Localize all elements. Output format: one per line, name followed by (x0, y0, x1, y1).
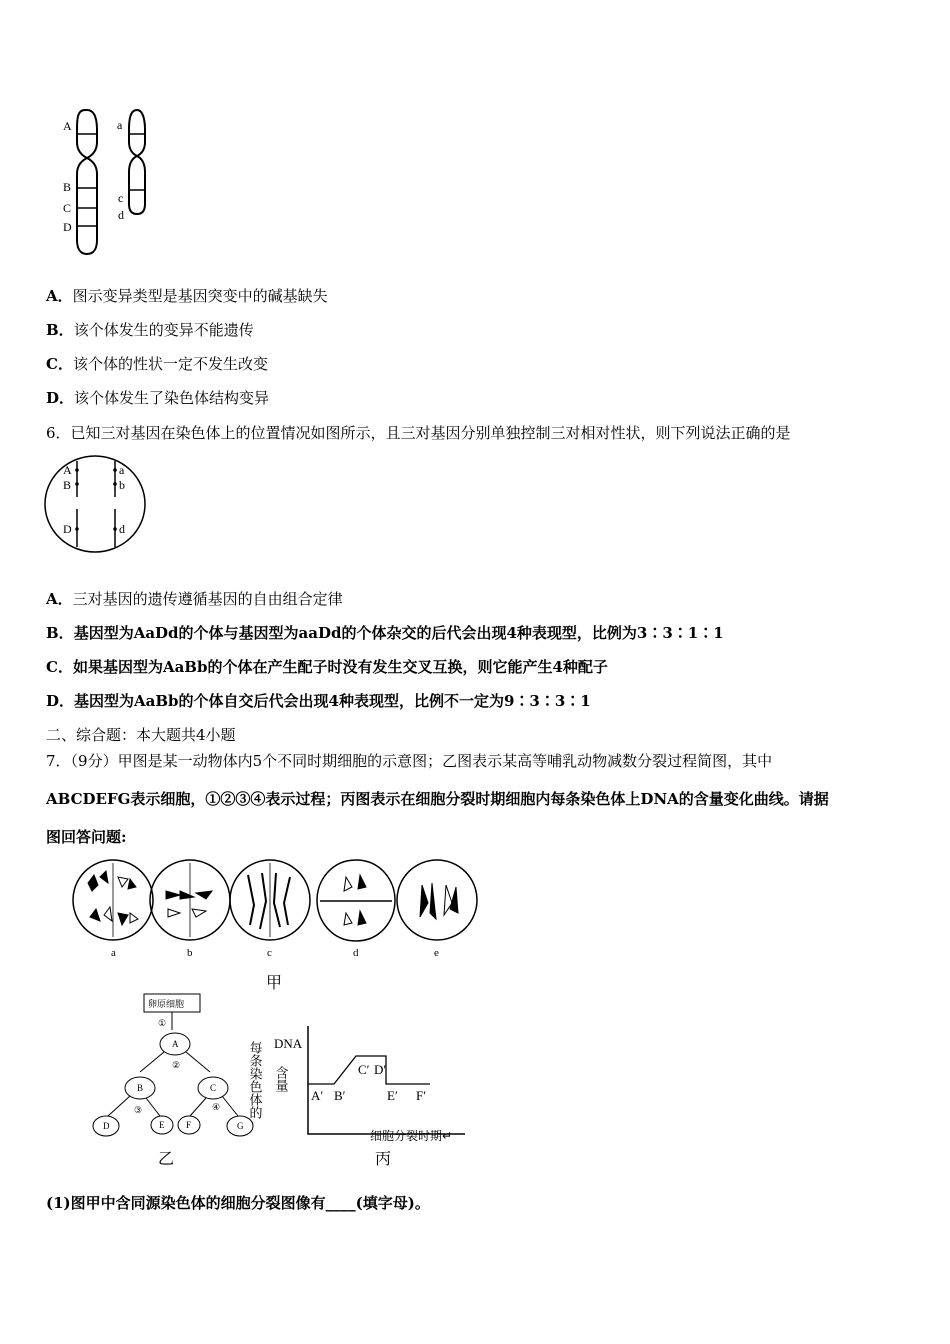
yi-node-label: B (137, 1083, 144, 1093)
fig-yi-tree (88, 992, 258, 1142)
q7-stem-line1: 7．（9分）甲图是某一动物体内5个不同时期细胞的示意图；乙图表示某高等哺乳动物减数分裂过程简图，其中 (46, 752, 773, 770)
fig6-label: B (63, 478, 72, 492)
q5-option-d[interactable]: D．该个体发生了染色体结构变异 (46, 389, 270, 407)
fig5-label: B (63, 180, 72, 194)
yi-step-label: ② (172, 1060, 181, 1070)
bing-point-label: E′ (387, 1088, 398, 1103)
bing-xlabel: 细胞分裂时期↵ (370, 1129, 453, 1143)
q7-subquestion-1: (1)图甲中含同源染色体的细胞分裂图像有____(填字母)。 (46, 1194, 430, 1212)
q6-option-c[interactable]: C．如果基因型为AaBb的个体在产生配子时没有发生交叉互换，则它能产生4种配子 (46, 658, 608, 676)
q5-option-c[interactable]: C．该个体的性状一定不发生改变 (46, 355, 268, 373)
bing-ylabel-sub: 含量 (272, 1066, 288, 1092)
bing-point-label: D′ (374, 1062, 387, 1077)
fig-bing-caption: 丙 (375, 1149, 392, 1168)
q7-stem-line3: 图回答问题: (46, 828, 127, 846)
bing-point-label: B′ (334, 1088, 346, 1103)
jia-cell-label: c (267, 947, 272, 959)
q7-stem-line2: ABCDEFG表示细胞，①②③④表示过程；丙图表示在细胞分裂时期细胞内每条染色体上DNA的含量变化曲线。请据 (46, 790, 829, 808)
fig5-label: C (63, 201, 72, 215)
yi-node-label: C (210, 1083, 217, 1093)
fig5-label: D (63, 220, 72, 234)
bing-point-label: F′ (416, 1088, 427, 1103)
fig-yi-caption: 乙 (158, 1149, 175, 1168)
jia-cell-label: e (434, 947, 439, 959)
bing-ylabel-top: DNA (274, 1036, 303, 1051)
q5-option-b[interactable]: B．该个体发生的变异不能遗传 (46, 321, 254, 339)
bing-point-label: C′ (358, 1062, 370, 1077)
fig5-label: d (118, 208, 124, 222)
fig-jia-caption: 甲 (266, 973, 283, 992)
yi-root-label: 卵原细胞 (148, 999, 185, 1009)
q6-stem: 6．已知三对基因在染色体上的位置情况如图所示，且三对基因分别单独控制三对相对性状，则下列说法正确的是 (46, 424, 791, 442)
yi-step-label: ① (158, 1018, 167, 1028)
fig6-label: A (63, 463, 72, 477)
fig6-label: d (119, 522, 125, 536)
fig6-label: a (119, 463, 125, 477)
bing-ylabel-vertical: 每条染色体的 (246, 1041, 262, 1119)
section-heading: 二、综合题：本大题共4小题 (46, 726, 236, 744)
fig-bing-chart (246, 1026, 475, 1146)
jia-cell-label: b (187, 947, 193, 959)
bing-point-label: A′ (311, 1088, 324, 1103)
yi-node-label: G (237, 1121, 244, 1131)
q5-chromosome-figure (55, 100, 175, 260)
fig5-label: a (117, 118, 123, 132)
q6-cell-figure (44, 455, 148, 555)
jia-cell-label: d (353, 947, 359, 959)
fig6-label: D (63, 522, 72, 536)
q6-option-d[interactable]: D．基因型为AaBb的个体自交后代会出现4种表现型，比例不一定为9∶3∶3∶1 (46, 692, 591, 710)
fig5-label: c (118, 191, 124, 205)
fig6-label: b (119, 478, 125, 492)
yi-step-label: ④ (212, 1102, 221, 1112)
yi-step-label: ③ (134, 1105, 143, 1115)
yi-node-label: F (186, 1120, 192, 1130)
q6-option-b[interactable]: B．基因型为AaDd的个体与基因型为aaDd的个体杂交的后代会出现4种表现型，比例为3∶3∶1∶1 (46, 624, 724, 642)
fig-jia-cells (70, 855, 482, 965)
yi-node-label: D (103, 1121, 110, 1131)
yi-node-label: A (172, 1039, 179, 1049)
q5-option-a[interactable]: A．图示变异类型是基因突变中的碱基缺失 (46, 287, 328, 305)
jia-cell-label: a (111, 947, 116, 959)
q6-option-a[interactable]: A．三对基因的遗传遵循基因的自由组合定律 (46, 590, 343, 608)
fig5-label: A (63, 119, 72, 133)
yi-node-label: E (159, 1120, 165, 1130)
